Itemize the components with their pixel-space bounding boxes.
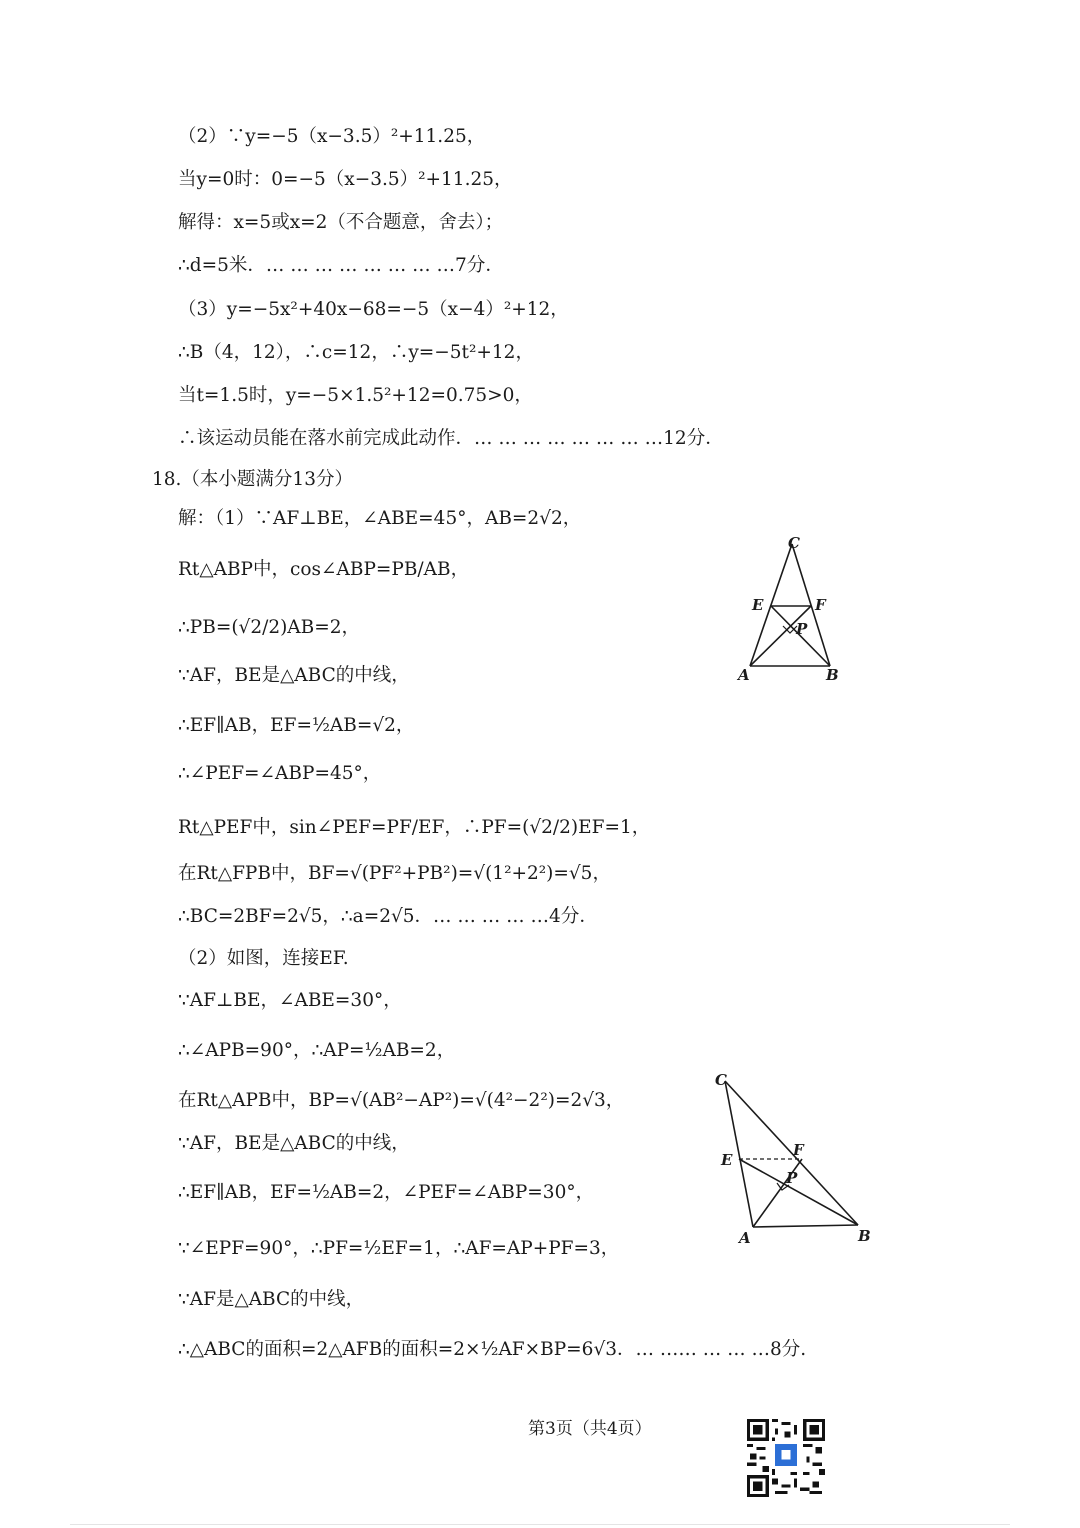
line-13: ∵AF，BE是△ABC的中线，: [178, 665, 410, 686]
line-16: Rt△PEF中，sin∠PEF=PF/EF，∴PF=(√2/2)EF=1，: [178, 817, 651, 838]
line-24: ∴EF∥AB，EF=½AB=2，∠PEF=∠ABP=30°，: [178, 1182, 595, 1203]
fig1-label-b: B: [826, 666, 839, 684]
line-20: ∵AF⊥BE，∠ABE=30°，: [178, 990, 402, 1011]
line-1: （2）∵y=−5（x−3.5）²+11.25，: [178, 126, 486, 147]
line-21: ∴∠APB=90°，∴AP=½AB=2，: [178, 1040, 456, 1061]
line-2: 当y=0时：0=−5（x−3.5）²+11.25，: [178, 169, 513, 190]
fig2-label-f: F: [793, 1141, 804, 1159]
line-22: 在Rt△APB中，BP=√(AB²−AP²)=√(4²−2²)=2√3，: [178, 1090, 625, 1111]
line-3: 解得：x=5或x=2（不合题意，舍去）；: [178, 212, 504, 233]
line-10: 解：（1）∵AF⊥BE，∠ABE=45°，AB=2√2，: [178, 508, 582, 529]
line-23: ∵AF，BE是△ABC的中线，: [178, 1133, 410, 1154]
qr-code-icon: [747, 1419, 825, 1497]
line-5: （3）y=−5x²+40x−68=−5（x−4）²+12，: [178, 299, 569, 320]
fig2-label-p: P: [786, 1169, 798, 1187]
line-26: ∵AF是△ABC的中线，: [178, 1289, 365, 1310]
fig2-label-a: A: [739, 1229, 751, 1247]
fig1-label-f: F: [815, 596, 826, 614]
fig1-label-p: P: [796, 620, 808, 638]
line-7: 当t=1.5时，y=−5×1.5²+12=0.75>0，: [178, 385, 533, 406]
triangle-figure-1: [730, 532, 850, 684]
line-15: ∴∠PEF=∠ABP=45°，: [178, 763, 382, 784]
line-11: Rt△ABP中，cos∠ABP=PB/AB，: [178, 559, 470, 580]
bottom-rule: [70, 1524, 1010, 1525]
fig1-label-c: C: [788, 534, 800, 552]
triangle-figure-2: [705, 1065, 885, 1250]
line-8: ∴该运动员能在落水前完成此动作．… … … … … … … …12分．: [178, 428, 724, 449]
line-25: ∵∠EPF=90°，∴PF=½EF=1，∴AF=AP+PF=3，: [178, 1238, 620, 1259]
page-footer: 第3页（共4页）: [528, 1419, 652, 1439]
line-18: ∴BC=2BF=2√5，∴a=2√5．… … … … …4分．: [178, 906, 598, 927]
line-14: ∴EF∥AB，EF=½AB=√2，: [178, 715, 415, 736]
line-17: 在Rt△FPB中，BF=√(PF²+PB²)=√(1²+2²)=√5，: [178, 863, 611, 884]
fig2-label-b: B: [858, 1227, 871, 1245]
line-4: ∴d=5米．… … … … … … … …7分．: [178, 255, 504, 276]
fig1-label-e: E: [752, 596, 764, 614]
line-27: ∴△ABC的面积=2△AFB的面积=2×½AF×BP=6√3．… …… … … …8分.: [178, 1339, 807, 1360]
fig2-label-c: C: [715, 1071, 727, 1089]
line-6: ∴B（4，12），∴c=12，∴y=−5t²+12，: [178, 342, 534, 363]
fig1-label-a: A: [738, 666, 750, 684]
line-19: （2）如图，连接EF.: [178, 948, 349, 969]
problem-18-heading: 18.（本小题满分13分）: [152, 469, 353, 490]
line-12: ∴PB=(√2/2)AB=2，: [178, 617, 361, 638]
fig2-label-e: E: [721, 1151, 733, 1169]
